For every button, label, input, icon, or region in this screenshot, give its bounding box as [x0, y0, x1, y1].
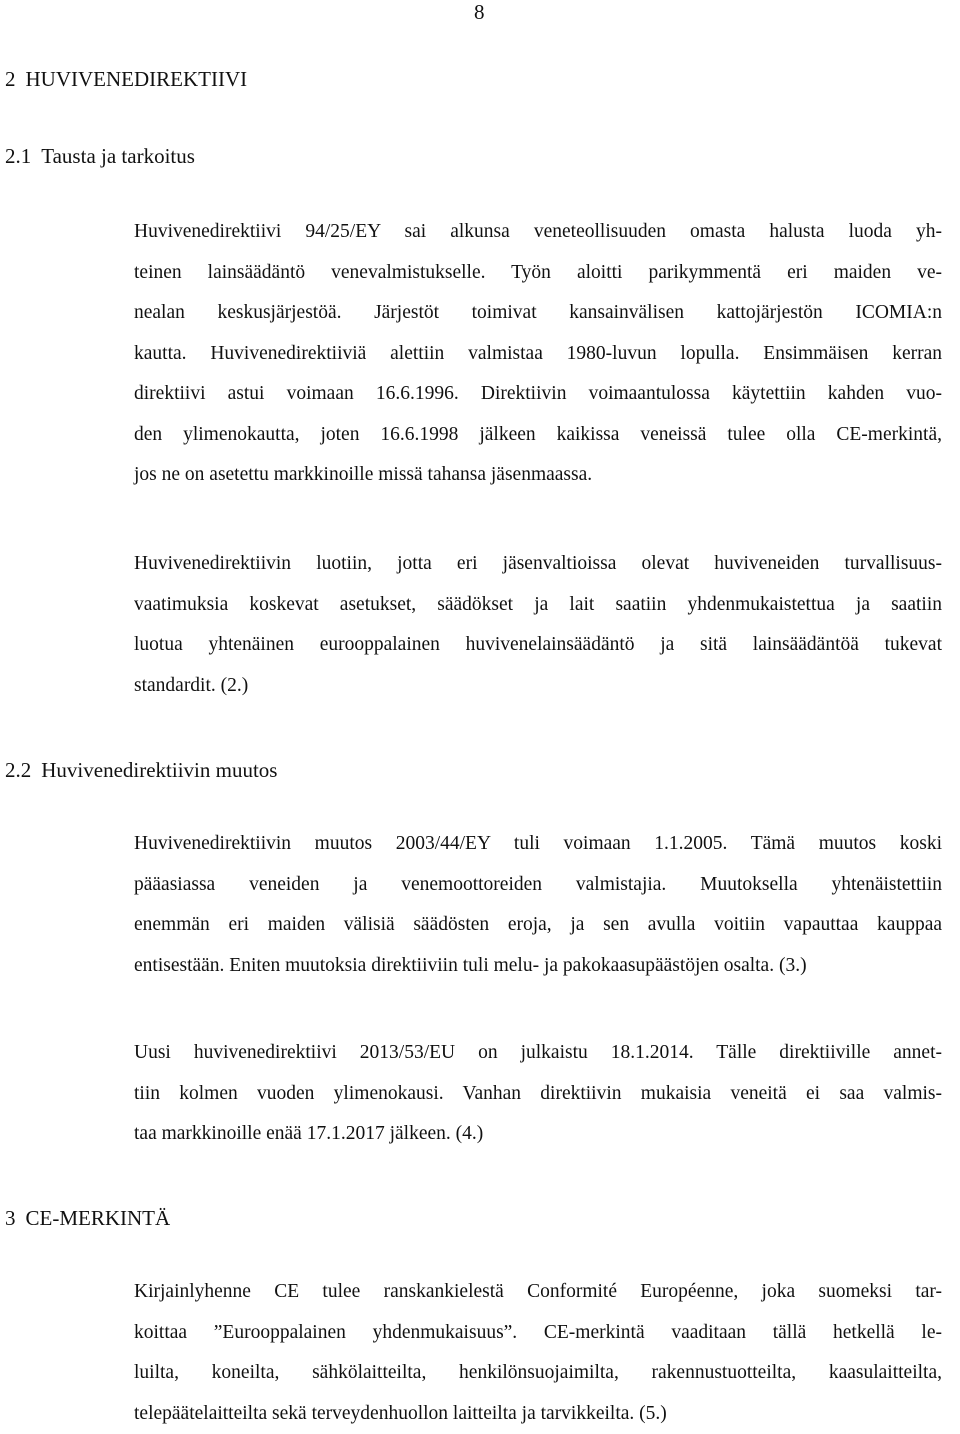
section-heading-2-2 — [5, 757, 277, 783]
paragraph-amendment — [134, 824, 942, 986]
text-line: luilta, koneilta, sähkölaitteilta, henkilönsuojaimilta, rakennustuotteilta, kaasulaitteilta, — [134, 1353, 942, 1394]
text-line: tiin kolmen vuoden ylimenokausi. Vanhan direktiivin mukaisia veneitä ei saa valmis- — [134, 1074, 942, 1115]
text-line: taa markkinoille enää 17.1.2017 jälkeen. (4.) — [134, 1114, 942, 1155]
text-line: luotua yhtenäinen eurooppalainen huvivenelainsäädäntö ja sitä lainsäädäntöä tukevat — [134, 625, 942, 666]
text-line: teinen lainsäädäntö venevalmistukselle. Työn aloitti parikymmentä eri maiden ve- — [134, 253, 942, 294]
text-line: jos ne on asetettu markkinoille missä tahansa jäsenmaassa. — [134, 455, 942, 496]
section-title: Tausta ja tarkoitus — [41, 144, 195, 168]
text-line: telepäätelaitteilta sekä terveydenhuollon laitteilta ja tarvikkeilta. (5.) — [134, 1394, 942, 1434]
text-line: kautta. Huvivenedirektiiviä alettiin valmistaa 1980-luvun lopulla. Ensimmäisen kerran — [134, 334, 942, 375]
section-heading-2 — [5, 66, 247, 92]
text-line: den ylimenokautta, joten 16.6.1998 jälkeen kaikissa veneissä tulee olla CE-merkintä, — [134, 415, 942, 456]
section-heading-3 — [5, 1205, 170, 1231]
text-line: koittaa ”Eurooppalainen yhdenmukaisuus”. CE-merkintä vaaditaan tällä hetkellä le- — [134, 1313, 942, 1354]
section-title: Huvivenedirektiivin muutos — [41, 758, 277, 782]
paragraph-ce-marking — [134, 1272, 942, 1434]
text-line: standardit. (2.) — [134, 666, 942, 707]
section-number: 2.2 — [5, 757, 31, 783]
text-line: enemmän eri maiden välisiä säädösten eroja, ja sen avulla voitiin vapauttaa kauppaa — [134, 905, 942, 946]
section-number: 3 — [5, 1205, 16, 1231]
section-title: HUVIVENEDIREKTIIVI — [26, 67, 248, 91]
paragraph-background — [134, 212, 942, 496]
page-number: 8 — [474, 0, 485, 24]
text-line: direktiivi astui voimaan 16.6.1996. Direktiivin voimaantulossa käytettiin kahden vuo- — [134, 374, 942, 415]
paragraph-purpose — [134, 544, 942, 706]
text-line: Uusi huvivenedirektiivi 2013/53/EU on julkaistu 18.1.2014. Tälle direktiiville annet- — [134, 1033, 942, 1074]
text-line: Huvivenedirektiivin muutos 2003/44/EY tuli voimaan 1.1.2005. Tämä muutos koski — [134, 824, 942, 865]
section-heading-2-1 — [5, 143, 195, 169]
section-number: 2.1 — [5, 143, 31, 169]
paragraph-new-directive — [134, 1033, 942, 1155]
section-number: 2 — [5, 66, 16, 92]
text-line: vaatimuksia koskevat asetukset, säädökset ja lait saatiin yhdenmukaistettua ja saatiin — [134, 585, 942, 626]
text-line: entisestään. Eniten muutoksia direktiiviin tuli melu- ja pakokaasupäästöjen osalta. (3.) — [134, 946, 942, 987]
text-line: nealan keskusjärjestöä. Järjestöt toimivat kansainvälisen kattojärjestön ICOMIA:n — [134, 293, 942, 334]
text-line: Kirjainlyhenne CE tulee ranskankielestä Conformité Européenne, joka suomeksi tar- — [134, 1272, 942, 1313]
section-title: CE-MERKINTÄ — [26, 1206, 171, 1230]
text-line: Huvivenedirektiivi 94/25/EY sai alkunsa veneteollisuuden omasta halusta luoda yh- — [134, 212, 942, 253]
text-line: pääasiassa veneiden ja venemoottoreiden valmistajia. Muutoksella yhtenäistettiin — [134, 865, 942, 906]
text-line: Huvivenedirektiivin luotiin, jotta eri jäsenvaltioissa olevat huviveneiden turvallisuus- — [134, 544, 942, 585]
